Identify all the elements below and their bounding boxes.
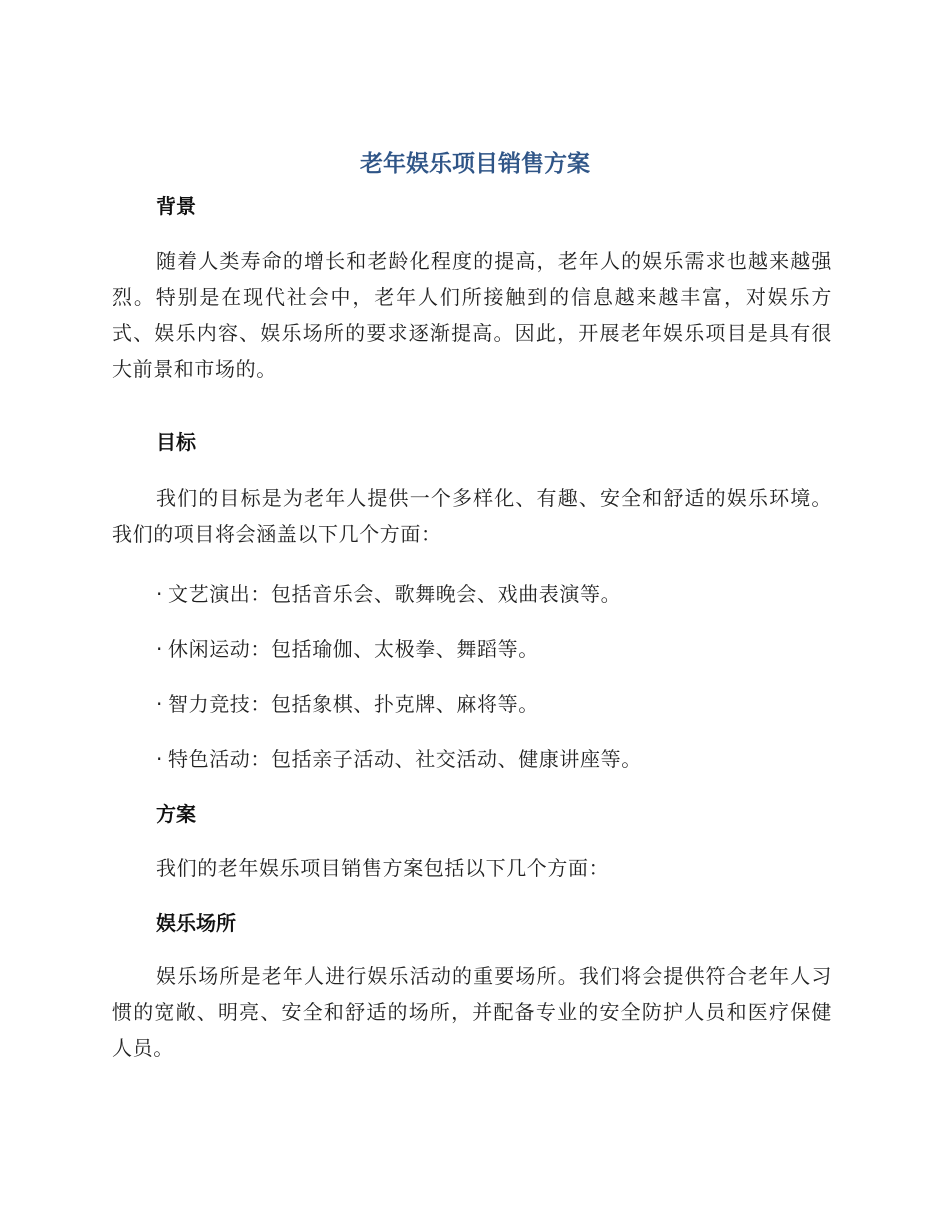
bullet-dot-icon: · [156, 747, 163, 771]
bullet-text: 休闲运动：包括瑜伽、太极拳、舞蹈等。 [168, 637, 539, 661]
bullet-item [156, 690, 539, 718]
paragraph-goal: 我们的目标是为老年人提供一个多样化、有趣、安全和舒适的娱乐环境。我们的项目将会涵盖以下几个方面： [112, 486, 832, 546]
heading-plan: 方案 [156, 802, 196, 826]
bullet-dot-icon: · [156, 692, 163, 716]
paragraph-plan-intro: 我们的老年娱乐项目销售方案包括以下几个方面： [156, 856, 610, 880]
bullet-item [156, 745, 642, 773]
bullet-dot-icon: · [156, 582, 163, 606]
paragraph-background: 随着人类寿命的增长和老龄化程度的提高，老年人的娱乐需求也越来越强烈。特别是在现代社会中，老年人们所接触到的信息越来越丰富，对娱乐方式、娱乐内容、娱乐场所的要求逐渐提高。因此，开展老年娱乐项目是具有很大前景和市场的。 [112, 249, 832, 381]
paragraph-venue: 娱乐场所是老年人进行娱乐活动的重要场所。我们将会提供符合老年人习惯的宽敞、明亮、安全和舒适的场所，并配备专业的安全防护人员和医疗保健人员。 [112, 964, 832, 1060]
bullet-item [156, 635, 539, 663]
heading-background: 背景 [156, 194, 196, 218]
bullet-item [156, 580, 621, 608]
bullet-dot-icon: · [156, 637, 163, 661]
heading-goal: 目标 [156, 430, 196, 454]
heading-venue: 娱乐场所 [156, 911, 236, 935]
document-title: 老年娱乐项目销售方案 [360, 151, 590, 177]
bullet-text: 特色活动：包括亲子活动、社交活动、健康讲座等。 [168, 747, 642, 771]
bullet-text: 文艺演出：包括音乐会、歌舞晚会、戏曲表演等。 [168, 582, 622, 606]
bullet-text: 智力竞技：包括象棋、扑克牌、麻将等。 [168, 692, 539, 716]
